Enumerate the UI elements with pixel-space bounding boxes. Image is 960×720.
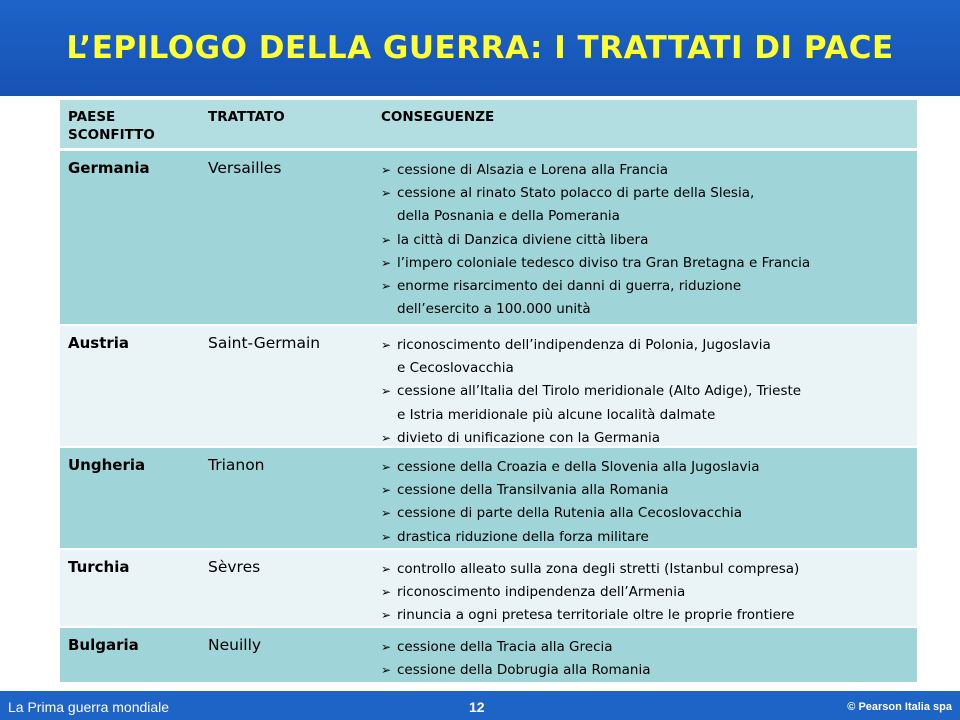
consequence-text: rinuncia a ogni pretesa territoriale oltre le proprie frontiere (397, 607, 795, 624)
consequence-text: cessione della Tracia alla Grecia (397, 639, 613, 655)
arrow-bullet-icon: ➢ (381, 663, 392, 678)
slide-title: L’EPILOGO DELLA GUERRA: I TRATTATI DI PACE (66, 30, 894, 66)
consequence-item (381, 334, 917, 380)
table-row (60, 628, 917, 684)
arrow-bullet-icon: ➢ (381, 562, 392, 576)
country-cell: Germania (68, 159, 150, 177)
country-cell: Turchia (68, 558, 130, 576)
consequences-list (381, 456, 917, 549)
arrow-bullet-icon: ➢ (381, 506, 392, 521)
consequence-item (381, 182, 917, 228)
consequence-item (381, 604, 917, 627)
country-cell: Bulgaria (68, 636, 139, 654)
arrow-bullet-icon: ➢ (381, 255, 392, 270)
consequence-text: cessione di parte della Rutenia alla Cecoslovacchia (397, 505, 743, 522)
consequence-text: cessione di Alsazia e Lorena alla Francia (397, 162, 669, 178)
treaty-cell: Neuilly (208, 636, 262, 654)
page-number: 12 (469, 699, 485, 715)
copyright: © Pearson Italia spa (847, 701, 952, 713)
treaty-cell: Trianon (208, 456, 265, 474)
arrow-bullet-icon: ➢ (381, 585, 392, 600)
consequence-text: cessione della Transilvania alla Romania (397, 482, 669, 499)
peace-treaties-table (60, 100, 917, 684)
consequence-text: cessione della Croazia e della Slovenia alla Jugoslavia (397, 459, 760, 475)
consequence-text: la città di Danzica diviene città libera (397, 231, 649, 248)
country-cell: Ungheria (68, 456, 146, 474)
arrow-bullet-icon: ➢ (381, 640, 392, 654)
arrow-bullet-icon: ➢ (381, 430, 392, 445)
consequence-item (381, 159, 917, 182)
consequences-list (381, 636, 917, 682)
consequences-cell (373, 628, 917, 682)
treaty-cell: Sèvres (208, 558, 261, 576)
arrow-bullet-icon: ➢ (381, 608, 392, 623)
table-header-row (60, 100, 917, 151)
header-country: PAESE SCONFITTO (68, 109, 155, 143)
consequence-text: cessione della Dobrugia alla Romania (397, 662, 651, 679)
consequence-text: divieto di unificazione con la Germania (397, 429, 661, 446)
arrow-bullet-icon: ➢ (381, 338, 392, 352)
arrow-bullet-icon: ➢ (381, 279, 392, 294)
header-consequences: CONSEGUENZE (381, 109, 495, 125)
consequences-cell (373, 326, 917, 446)
arrow-bullet-icon: ➢ (381, 186, 392, 201)
consequence-item (381, 275, 917, 321)
slide-footer (0, 691, 960, 720)
consequences-cell (373, 448, 917, 548)
consequences-cell (373, 550, 917, 626)
table-row (60, 448, 917, 550)
consequence-text: riconoscimento indipendenza dell’Armenia (397, 584, 686, 601)
header-treaty: TRATTATO (208, 109, 285, 125)
consequence-text: drastica riduzione della forza militare (397, 528, 649, 545)
arrow-bullet-icon: ➢ (381, 163, 392, 177)
consequences-list (381, 334, 917, 450)
consequences-list (381, 159, 917, 321)
consequence-item (381, 427, 917, 450)
slide-header (0, 0, 960, 96)
consequence-text: enorme risarcimento dei danni di guerra, riduzione dell’esercito a 100.000 unità (397, 278, 742, 318)
consequence-item (381, 252, 917, 275)
arrow-bullet-icon: ➢ (381, 483, 392, 498)
consequence-text: controllo alleato sulla zona degli stretti (Istanbul compresa) (397, 561, 800, 577)
consequence-text: riconoscimento dell’indipendenza di Polonia, Jugoslavia e Cecoslovacchia (397, 337, 771, 377)
consequence-item (381, 659, 917, 682)
consequence-item (381, 526, 917, 549)
arrow-bullet-icon: ➢ (381, 460, 392, 474)
consequence-text: cessione al rinato Stato polacco di parte della Slesia, della Posnania e della Pomerania (397, 185, 755, 225)
table-row (60, 550, 917, 628)
consequence-item (381, 229, 917, 252)
consequences-list (381, 558, 917, 628)
consequence-text: cessione all’Italia del Tirolo meridionale (Alto Adige), Trieste e Istria meridionale più alcune località dalmate (397, 383, 802, 423)
consequence-item (381, 502, 917, 525)
consequences-cell (373, 151, 917, 324)
consequence-item (381, 380, 917, 426)
consequence-item (381, 581, 917, 604)
table-row (60, 151, 917, 326)
footer-chapter: La Prima guerra mondiale (8, 699, 170, 715)
arrow-bullet-icon: ➢ (381, 529, 392, 544)
table-row (60, 326, 917, 448)
arrow-bullet-icon: ➢ (381, 384, 392, 399)
consequence-item (381, 558, 917, 581)
consequence-item (381, 456, 917, 479)
treaty-cell: Versailles (208, 159, 282, 177)
consequence-text: l’impero coloniale tedesco diviso tra Gran Bretagna e Francia (397, 254, 811, 271)
treaty-cell: Saint-Germain (208, 334, 321, 352)
consequence-item (381, 479, 917, 502)
arrow-bullet-icon: ➢ (381, 232, 392, 247)
consequence-item (381, 636, 917, 659)
country-cell: Austria (68, 334, 130, 352)
